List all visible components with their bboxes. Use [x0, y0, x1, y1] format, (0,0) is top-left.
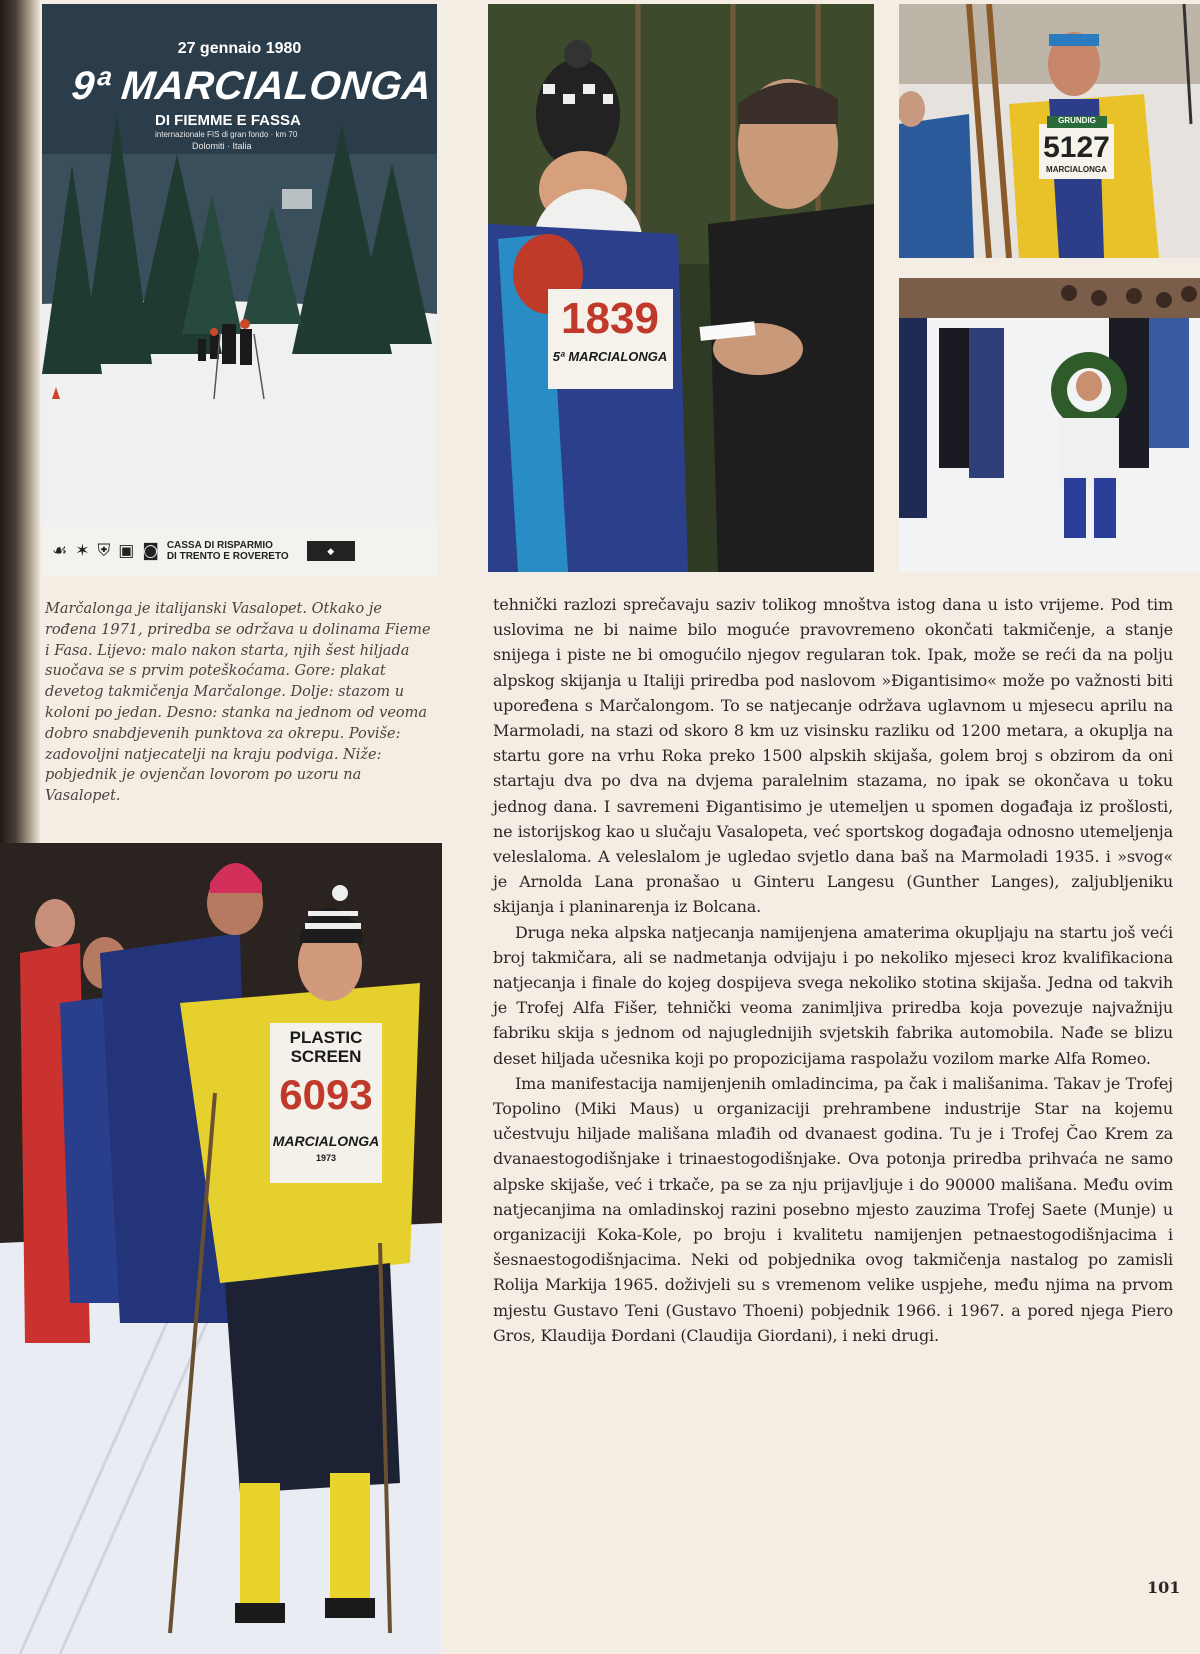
- sponsor-bank-line1: CASSA DI RISPARMIO: [166, 540, 273, 551]
- page-number: 101: [1147, 1578, 1181, 1597]
- sponsor-bank: [167, 540, 289, 562]
- poster-sponsor-strip: [42, 526, 437, 576]
- finisher-sponsor-label: GRUNDIG: [1058, 116, 1096, 125]
- sponsor-logo-1-icon: ☙: [52, 541, 68, 561]
- body-paragraph-3: Ima manifestacija namijenjenih omladincima, pa čak i mališanima. Takav je Trofej Topolino (Miki Maus) u organizaciji prehrambene industrije Star na kojemu učestvuju hiljade mališana mlađih od dvanaest godina. Tu je i Trofej Čao Krem za dvanaestogodišnjake i trinaestogodišnjake. Ova potonja priredba prihvaća ne samo alpske skijaše, već i trkače, pa se za nju prijavljuje i do 90000 mališana. Među ovim natjecanjima na omladinskoj razini posebno mjesto zauzima Trofej Saete (Munje) u organizaciji Koka-Kole, po broju i kvalitetu namijenjen petnaestogodišnjacima i šesnaestogodišnjacima. Neki od pobjednika ovog takmičenja nastalog po zamisli Rolija Markija 1965. doživjeli su s vremenom velike uspjehe, među njima na prvom mjestu Gustavo Teni (Gustavo Thoeni) pobjednik 1966. i 1967. a pored njega Piero Gros, Klaudija Đordani (Claudija Giordani), i neki drugi.: [493, 1073, 1173, 1345]
- sponsor-logo-4-icon: ◙: [142, 541, 159, 561]
- article-body: [493, 592, 1173, 1348]
- sponsor-logo-3-icon: ▣: [118, 541, 135, 561]
- body-paragraph-2: Druga neka alpska natjecanja namijenjena amaterima okupljaju na startu još veći broj takmičara, ali se nadmetanja odvijaju i po nekoliko mjeseci kroz kvalifikaciona natjecanja i finale do kojeg dospijeva svega nekoliko stotina skijaša. Jedna od takvih je Trofej Alfa Fišer, tehnički veoma zanimljiva priredba koja povezuje najvažniju fabriku skija s jednom od najuglednijih svjetskih fabrika automobila. Nađe se blizu deset hiljada učesnika koji po propozicijama raspolažu vozilom marke Alfa Romeo.: [493, 922, 1173, 1068]
- body-paragraph-1: tehnički razlozi sprečavaju saziv tolikog mnoštva istog dana u isto vrijeme. Pod tim uslovima ne bi naime bilo moguće pravovremeno okončati takmičenje, a stanje snijega i piste ne bi omogućilo njegov regularan tok. Ipak, može se reći da na polju alpskog skijanja u Italiji priredba pod naslovom »Đigantisimo« može po važnosti biti upoređena s Marčalongom. To se natjecanje održava uglavnom u mjesecu aprilu na Marmoladi, na stazi od skoro 8 km uz visinsku razliku od 1200 metara, a okuplja na startu gore na vrhu Roka preko 1500 alpskih skijaša, golem broj s obzirom da oni startaju dva po dva na dvjema paralelnim stazama, no ipak se okončava u toku jednog dana. I savremeni Đigantisimo je utemeljen u spomen događaja iz prošlosti, ne istorijskog kao u slučaju Vasalopeta, već sportskog događaja odnosno utemeljenja veleslaloma. A veleslalom je ugledao svjetlo dana baš na Marmoladi 1935. i »svog« je Arnolda Lana pronašao u Ginteru Langesu (Gunther Langes), zaljubljeniku skijanja i planinarenja iz Bolcana.: [493, 595, 1173, 917]
- skiers-column-scene: [0, 843, 442, 1654]
- column-bib-number: 6093: [279, 1071, 373, 1118]
- finisher-photo: [899, 4, 1200, 258]
- finisher-bib-number: 5127: [1043, 131, 1110, 164]
- refreshment-scene: [488, 4, 874, 572]
- poster-small-line: internazionale FIS di gran fondo · km 70: [155, 130, 298, 139]
- marcialonga-poster: [42, 4, 437, 576]
- refreshment-bib-number: 1839: [561, 294, 659, 343]
- poster-title: 9ª MARCIALONGA: [69, 64, 434, 108]
- winner-photo: [899, 278, 1200, 572]
- winner-scene: [899, 278, 1200, 572]
- column-bib-year: 1973: [315, 1153, 337, 1163]
- refreshment-photo: [488, 4, 874, 572]
- poster-subtitle: DI FIEMME E FASSA: [155, 112, 301, 129]
- sponsor-star-icon: ✶: [75, 541, 90, 561]
- poster-place: Dolomiti · Italia: [192, 141, 252, 151]
- refreshment-bib-label: 5ª MARCIALONGA: [552, 349, 668, 364]
- column-bib-sponsor: PLASTIC SCREEN: [289, 1028, 363, 1066]
- poster-date: 27 gennaio 1980: [177, 40, 302, 57]
- skiers-column-photo: [0, 843, 442, 1654]
- sponsor-bank-line2: DI TRENTO E ROVERETO: [166, 551, 289, 562]
- sponsor-logo-box-icon: ◆: [307, 541, 355, 561]
- photo-caption: Marčalonga je italijanski Vasalopet. Otkako je rođena 1971, priredba se održava u dolinama Fieme i Fasa. Lijevo: malo nakon starta, njih šest hiljada suočava se s prvim poteškoćama. Gore: plakat devetog takmičenja Marčalonge. Dolje: stazom u koloni po jedan. Desno: stanka na jednom od veoma dobro snabdjevenih punktova za okrepu. Poviše: zadovoljni natjecatelji na kraju podviga. Niže: pobjednik je ovjenčan lovorom po uzoru na Vasalopet.: [45, 601, 431, 805]
- sponsor-logo-2-icon: ⛨: [97, 541, 111, 561]
- finisher-bib-label: MARCIALONGA: [1046, 165, 1107, 174]
- column-bib-label: MARCIALONGA: [272, 1133, 380, 1149]
